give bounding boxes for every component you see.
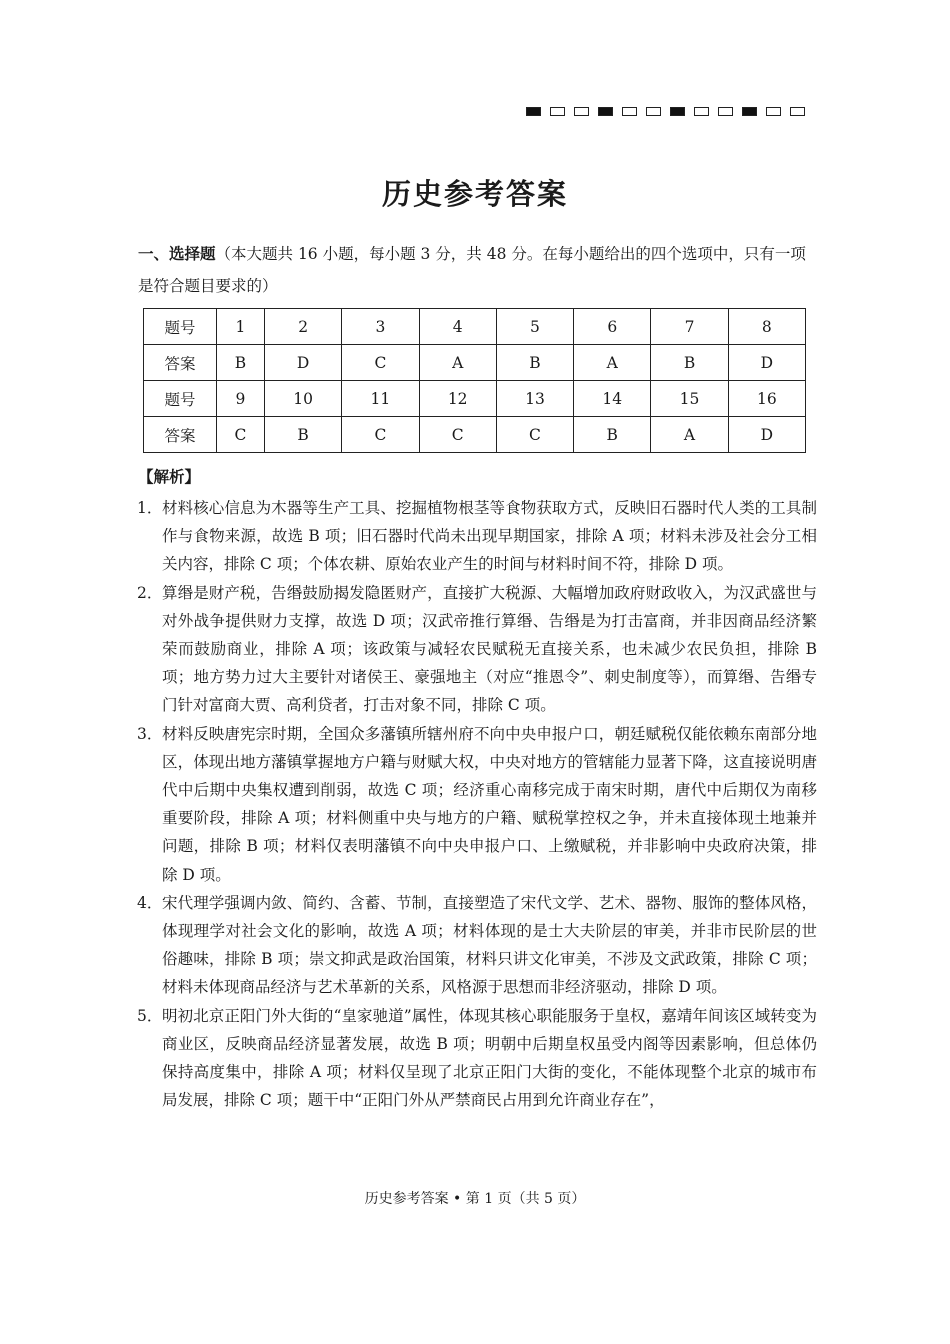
table-cell: 7 <box>651 309 728 345</box>
header-mark <box>574 107 589 116</box>
header-mark <box>694 107 709 116</box>
table-cell: 4 <box>419 309 496 345</box>
table-cell: A <box>419 345 496 381</box>
table-row <box>144 417 806 453</box>
header-mark <box>766 107 781 116</box>
section-instructions-text: （本大题共 16 小题，每小题 3 分，共 48 分。在每小题给出的四个选项中，只有一项是符合题目要求的） <box>138 245 806 295</box>
table-cell: A <box>574 345 651 381</box>
header-mark <box>526 107 541 116</box>
table-cell: 9 <box>217 381 265 417</box>
item-number: 5． <box>137 1006 163 1025</box>
item-text: 材料核心信息为木器等生产工具、挖掘植物根茎等食物获取方式，反映旧石器时代人类的工具制作与食物来源，故选 B 项；旧石器时代尚未出现早期国家，排除 A 项；材料未涉及社会分工相关内容，排除 C 项；个体农耕、原始农业产生的时间与材料时间不符，排除 D 项。 <box>162 499 817 574</box>
table-row <box>144 381 806 417</box>
table-cell: 10 <box>264 381 341 417</box>
table-cell: B <box>264 417 341 453</box>
table-cell: C <box>496 417 573 453</box>
table-cell: 11 <box>342 381 419 417</box>
item-text: 明初北京正阳门外大街的“皇家驰道”属性，体现其核心职能服务于皇权，嘉靖年间该区域转变为商业区，反映商品经济显著发展，故选 B 项；明朝中后期皇权虽受内阁等因素影响，但总体仍保持高度集中，排除 A 项；材料仅呈现了北京正阳门大街的变化，不能体现整个北京的城市布局发展，排除 C 项；题干中“正阳门外从严禁商民占用到允许商业存在”， <box>162 1006 817 1110</box>
table-cell: 2 <box>264 309 341 345</box>
header-mark <box>742 107 757 116</box>
item-text: 宋代理学强调内敛、简约、含蓄、节制，直接塑造了宋代文学、艺术、器物、服饰的整体风格，体现理学对社会文化的影响，故选 A 项；材料体现的是士大夫阶层的审美，并非市民阶层的世俗趣味，排除 B 项；崇文抑武是政治国策，材料只讲文化审美，不涉及文武政策，排除 C 项；材料未体现商品经济与艺术革新的关系，风格源于思想而非经济驱动，排除 D 项。 <box>162 893 817 997</box>
list-item <box>137 579 817 720</box>
answer-table <box>143 308 806 453</box>
table-cell: B <box>651 345 728 381</box>
table-cell: A <box>651 417 728 453</box>
table-cell: D <box>264 345 341 381</box>
page-footer: 历史参考答案 • 第 1 页（共 5 页） <box>364 1191 586 1207</box>
table-cell: 8 <box>728 309 805 345</box>
header-mark <box>550 107 565 116</box>
table-cell: 5 <box>496 309 573 345</box>
item-text: 材料反映唐宪宗时期，全国众多藩镇所辖州府不向中央申报户口，朝廷赋税仅能依赖东南部分地区，体现出地方藩镇掌握地方户籍与财赋大权，中央对地方的管辖能力显著下降，这直接说明唐代中后期中央集权遭到削弱，故选 C 项；经济重心南移完成于南宋时期，唐代中后期仅为南移重要阶段，排除 A 项；材料侧重中央与地方的户籍、赋税掌控权之争，并未直接体现土地兼并问题，排除 B 项；材料仅表明藩镇不向中央申报户口、上缴赋税，并非影响中央政府决策，排除 D 项。 <box>162 724 817 884</box>
table-cell: C <box>342 417 419 453</box>
item-number: 3． <box>137 724 163 743</box>
table-cell: 6 <box>574 309 651 345</box>
header-mark <box>622 107 637 116</box>
list-item <box>137 720 817 889</box>
page-title: 历史参考答案 <box>381 177 568 211</box>
table-row <box>144 309 806 345</box>
item-number: 4． <box>137 893 163 912</box>
header-mark <box>670 107 685 116</box>
table-cell: B <box>574 417 651 453</box>
section-heading: 一、选择题 <box>138 244 216 263</box>
item-text: 算缗是财产税，告缗鼓励揭发隐匿财产，直接扩大税源、大幅增加政府财政收入，为汉武盛世与对外战争提供财力支撑，故选 D 项；汉武帝推行算缗、告缗是为打击富商，并非因商品经济繁荣而鼓励商业，排除 A 项；该政策与减轻农民赋税无直接关系，也未减少农民负担，排除 B 项；地方势力过大主要针对诸侯王、豪强地主（对应“推恩令”、刺史制度等），而算缗、告缗专门针对富商大贾、高利贷者，打击对象不同，排除 C 项。 <box>162 583 817 715</box>
row-header-cell: 题号 <box>144 309 217 345</box>
header-mark <box>646 107 661 116</box>
table-row <box>144 345 806 381</box>
row-header-cell: 答案 <box>144 345 217 381</box>
analysis-list <box>137 494 817 1114</box>
table-cell: B <box>217 345 265 381</box>
table-cell: 14 <box>574 381 651 417</box>
table-cell: 16 <box>728 381 805 417</box>
header-mark <box>598 107 613 116</box>
table-cell: D <box>728 345 805 381</box>
list-item <box>137 1002 817 1115</box>
analysis-heading: 【解析】 <box>138 467 201 486</box>
table-cell: 3 <box>342 309 419 345</box>
table-cell: B <box>496 345 573 381</box>
table-cell: 15 <box>651 381 728 417</box>
table-cell: C <box>419 417 496 453</box>
header-mark <box>790 107 805 116</box>
table-cell: C <box>342 345 419 381</box>
table-cell: D <box>728 417 805 453</box>
item-number: 1． <box>137 499 163 517</box>
header-progress-marks <box>526 107 805 116</box>
table-cell: C <box>217 417 265 453</box>
table-cell: 12 <box>419 381 496 417</box>
item-number: 2． <box>137 583 163 602</box>
header-mark <box>718 107 733 116</box>
table-cell: 1 <box>217 309 265 345</box>
table-cell: 13 <box>496 381 573 417</box>
row-header-cell: 答案 <box>144 417 217 453</box>
section-instructions <box>138 238 818 302</box>
list-item <box>137 494 817 579</box>
row-header-cell: 题号 <box>144 381 217 417</box>
list-item <box>137 889 817 1002</box>
